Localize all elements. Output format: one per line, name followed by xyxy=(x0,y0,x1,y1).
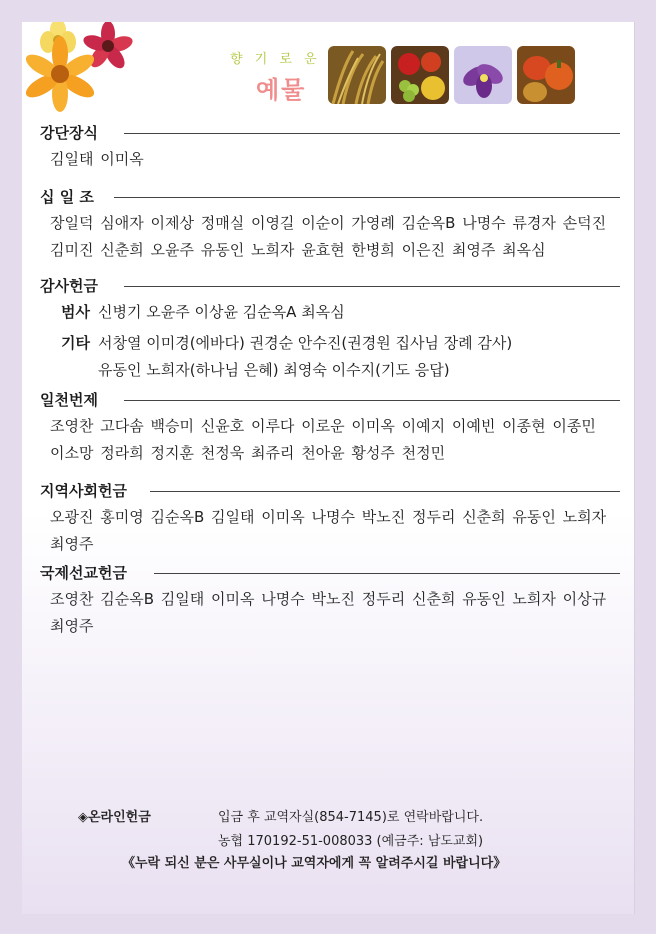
name-line: 이소망 정라희 정지훈 천정욱 최쥬리 천아윤 황성주 천정민 xyxy=(50,444,446,462)
header-subtitle: 향 기 로 운 xyxy=(230,52,321,67)
name-line: 최영주 xyxy=(50,535,94,553)
pumpkin-photo xyxy=(517,46,575,104)
divider xyxy=(124,286,620,287)
notice: 《누락 되신 분은 사무실이나 교역자에게 꼭 알려주시길 바랍니다》 xyxy=(122,856,507,871)
section-community xyxy=(40,480,620,558)
divider xyxy=(124,400,620,401)
fruit-photo xyxy=(391,46,449,104)
orchid-photo xyxy=(454,46,512,104)
section-title: 강단장식 xyxy=(40,124,98,142)
section-thanksgiving xyxy=(40,275,620,384)
group-label: 범사 xyxy=(61,303,90,321)
section-title: 지역사회헌금 xyxy=(40,482,127,500)
name-line: 조영찬 김순옥B 김일태 이미옥 나명수 박노진 정두리 신춘희 유동인 노희자 이상규 xyxy=(50,590,607,608)
section-tithe xyxy=(40,186,620,264)
bank-account: 농협 170192-51-008033 (예금주: 남도교회) xyxy=(218,834,484,849)
divider xyxy=(150,491,620,492)
offering-page xyxy=(22,22,635,914)
name-line: 신병기 오윤주 이상윤 김순옥A 최옥심 xyxy=(98,303,345,321)
divider xyxy=(154,573,620,574)
section-missions xyxy=(40,562,620,640)
name-line: 유동인 노희자(하나님 은혜) 최영숙 이수지(기도 응답) xyxy=(98,361,450,379)
online-offering-label: ◈온라인헌금 xyxy=(78,810,151,825)
name-line: 오광진 홍미영 김순옥B 김일태 이미옥 나명수 박노진 정두리 신춘희 유동인 노희자 xyxy=(50,508,607,526)
name-line: 최영주 xyxy=(50,617,94,635)
contact-instruction: 입금 후 교역자실(854-7145)로 연락바랍니다. xyxy=(218,810,484,825)
section-title: 십 일 조 xyxy=(40,188,94,206)
divider xyxy=(124,133,620,134)
name-line: 조영찬 고다솜 백승미 신윤호 이루다 이로운 이미옥 이예지 이예빈 이종현 이종민 xyxy=(50,417,596,435)
name-line: 김미진 신춘희 오윤주 유동인 노희자 윤효현 한병희 이은진 최영주 최옥심 xyxy=(50,241,546,259)
page-title: 예물 xyxy=(256,76,307,104)
group-general xyxy=(40,299,620,326)
group-label: 기타 xyxy=(61,334,90,352)
section-thousand-offerings xyxy=(40,389,620,467)
section-title: 국제선교헌금 xyxy=(40,564,127,582)
rice-photo xyxy=(328,46,386,104)
name-line: 서창열 이미경(에바다) 권경순 안수진(권경원 집사님 장례 감사) xyxy=(98,334,513,352)
header xyxy=(22,22,634,122)
flower-decoration xyxy=(22,22,142,112)
name-line: 장일덕 심애자 이제상 정매실 이영길 이순이 가영례 김순옥B 나명수 류경자 손덕진 xyxy=(50,214,607,232)
name-line: 김일태 이미옥 xyxy=(50,150,144,168)
divider xyxy=(114,197,620,198)
section-altar-flowers xyxy=(40,122,620,173)
group-other xyxy=(40,330,620,357)
section-title: 일천번제 xyxy=(40,391,98,409)
section-title: 감사헌금 xyxy=(40,277,98,295)
